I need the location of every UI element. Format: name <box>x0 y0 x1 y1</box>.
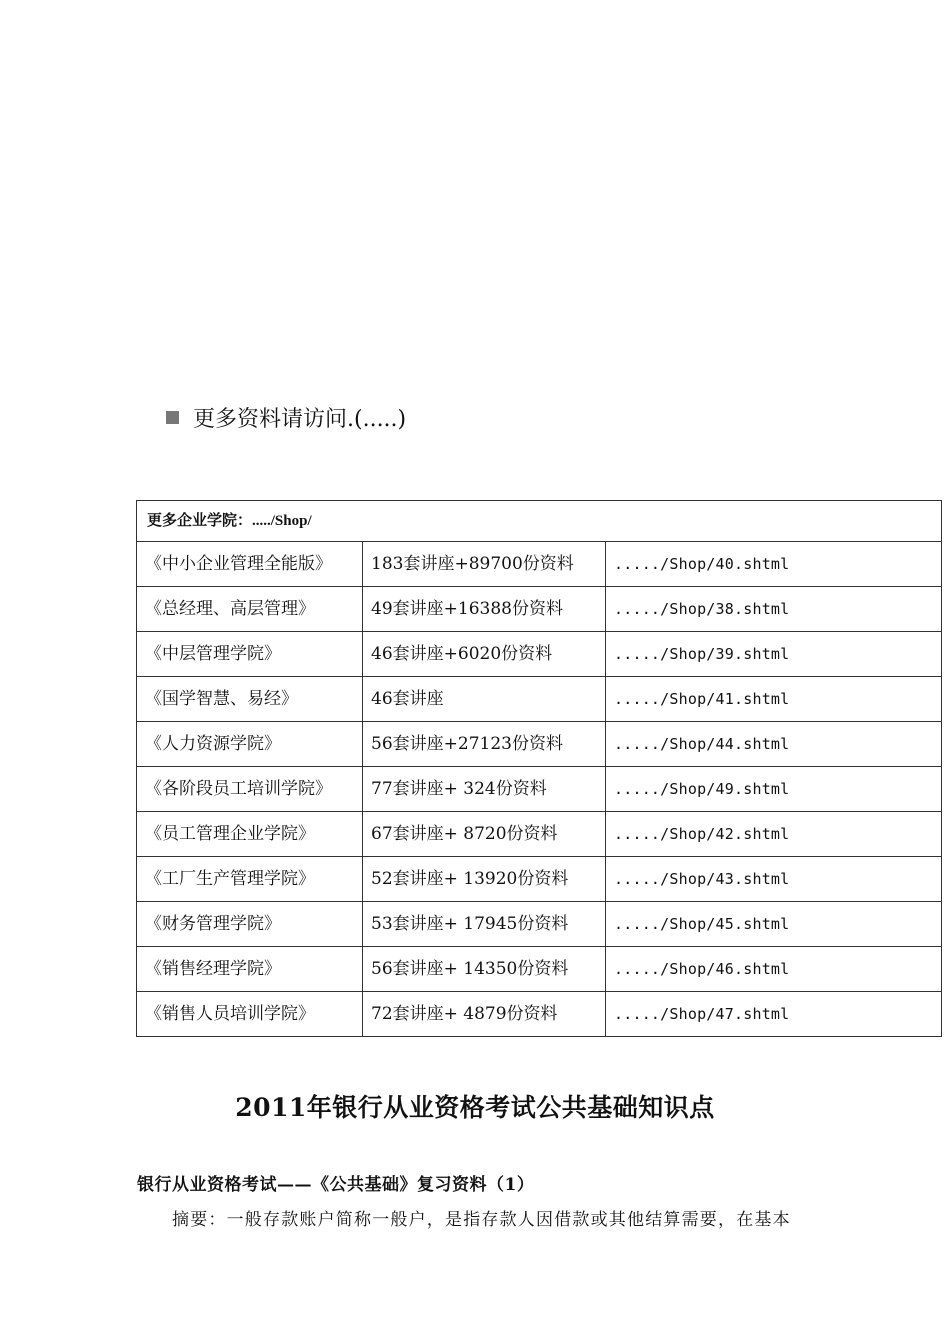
course-name: 《各阶段员工培训学院》 <box>137 767 363 812</box>
course-content: 46套讲座 <box>363 677 606 722</box>
notice-line <box>166 402 406 433</box>
course-name: 《国学智慧、易经》 <box>137 677 363 722</box>
document-title: 2011年银行从业资格考试公共基础知识点 <box>235 1093 715 1122</box>
course-content: 72套讲座+ 4879份资料 <box>363 992 606 1037</box>
course-content: 183套讲座+89700份资料 <box>363 542 606 587</box>
course-name: 《财务管理学院》 <box>137 902 363 947</box>
course-link[interactable]: ...../Shop/45.shtml <box>606 902 942 947</box>
table-row <box>137 722 942 767</box>
course-link[interactable]: ...../Shop/49.shtml <box>606 767 942 812</box>
course-link[interactable]: ...../Shop/39.shtml <box>606 632 942 677</box>
table-header: 更多企业学院：...../Shop/ <box>137 501 942 542</box>
table-row <box>137 542 942 587</box>
table-header-row <box>137 501 942 542</box>
course-name: 《中层管理学院》 <box>137 632 363 677</box>
course-link[interactable]: ...../Shop/40.shtml <box>606 542 942 587</box>
resource-table <box>136 500 942 1037</box>
course-content: 56套讲座+ 14350份资料 <box>363 947 606 992</box>
table-row <box>137 632 942 677</box>
course-name: 《员工管理企业学院》 <box>137 812 363 857</box>
table-row <box>137 812 942 857</box>
course-link[interactable]: ...../Shop/41.shtml <box>606 677 942 722</box>
table-row <box>137 947 942 992</box>
notice-text: 更多资料请访问.(.....) <box>193 407 407 432</box>
course-name: 《总经理、高层管理》 <box>137 587 363 632</box>
course-link[interactable]: ...../Shop/44.shtml <box>606 722 942 767</box>
course-link[interactable]: ...../Shop/47.shtml <box>606 992 942 1037</box>
course-name: 《工厂生产管理学院》 <box>137 857 363 902</box>
table-row <box>137 767 942 812</box>
course-content: 52套讲座+ 13920份资料 <box>363 857 606 902</box>
course-content: 49套讲座+16388份资料 <box>363 587 606 632</box>
table-row <box>137 587 942 632</box>
course-link[interactable]: ...../Shop/38.shtml <box>606 587 942 632</box>
course-content: 77套讲座+ 324份资料 <box>363 767 606 812</box>
section-subheading: 银行从业资格考试——《公共基础》复习资料（1） <box>137 1175 535 1195</box>
square-bullet-icon <box>166 411 179 424</box>
course-name: 《销售人员培训学院》 <box>137 992 363 1037</box>
course-name: 《人力资源学院》 <box>137 722 363 767</box>
course-name: 《销售经理学院》 <box>137 947 363 992</box>
course-content: 53套讲座+ 17945份资料 <box>363 902 606 947</box>
course-link[interactable]: ...../Shop/46.shtml <box>606 947 942 992</box>
table-row <box>137 902 942 947</box>
course-content: 67套讲座+ 8720份资料 <box>363 812 606 857</box>
course-link[interactable]: ...../Shop/42.shtml <box>606 812 942 857</box>
table-row <box>137 992 942 1037</box>
course-content: 46套讲座+6020份资料 <box>363 632 606 677</box>
table-row <box>137 857 942 902</box>
body-paragraph: 摘要：一般存款账户简称一般户，是指存款人因借款或其他结算需要，在基本 <box>172 1210 791 1230</box>
course-link[interactable]: ...../Shop/43.shtml <box>606 857 942 902</box>
course-content: 56套讲座+27123份资料 <box>363 722 606 767</box>
table-row <box>137 677 942 722</box>
course-name: 《中小企业管理全能版》 <box>137 542 363 587</box>
